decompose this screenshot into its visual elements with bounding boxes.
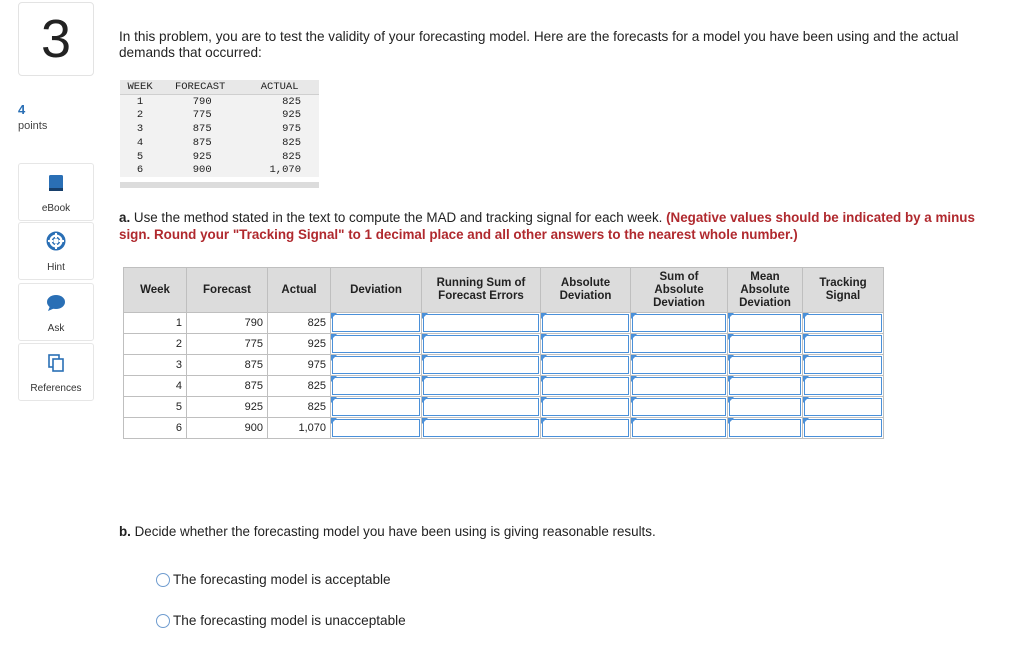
running-sum-input-cell: [422, 334, 541, 355]
answer-row: [124, 313, 884, 334]
mad-input[interactable]: [729, 335, 801, 353]
given-week: 5: [136, 150, 144, 163]
radio-acceptable[interactable]: [156, 573, 170, 587]
running-sum-input-cell: [422, 355, 541, 376]
mad-input-cell: [728, 418, 803, 439]
col-forecast: Forecast: [187, 268, 268, 313]
given-row: [120, 122, 319, 136]
absolute-deviation-input[interactable]: [542, 398, 629, 416]
absolute-deviation-input[interactable]: [542, 335, 629, 353]
mad-input-cell: [728, 376, 803, 397]
radio-unacceptable[interactable]: [156, 614, 170, 628]
answer-forecast: 775: [187, 334, 268, 355]
question-number: 3: [40, 9, 72, 69]
given-week: 4: [136, 136, 144, 149]
running-sum-input-cell: [422, 418, 541, 439]
answer-week: 5: [124, 397, 187, 418]
option-acceptable[interactable]: [156, 572, 391, 587]
mad-input-cell: [728, 355, 803, 376]
deviation-input[interactable]: [332, 314, 420, 332]
deviation-input[interactable]: [332, 356, 420, 374]
answer-week: 6: [124, 418, 187, 439]
part-a-prompt: [119, 209, 999, 243]
running-sum-input-cell: [422, 376, 541, 397]
speech-bubble-icon: [46, 294, 66, 317]
copy-documents-icon: [48, 354, 64, 377]
sum-absolute-deviation-input-cell: [631, 418, 728, 439]
given-actual: 825: [282, 136, 301, 149]
absolute-deviation-input-cell: [541, 355, 631, 376]
answer-actual: 825: [268, 397, 331, 418]
mad-input[interactable]: [729, 419, 801, 437]
absolute-deviation-input-cell: [541, 313, 631, 334]
answer-actual: 825: [268, 313, 331, 334]
answer-row: [124, 397, 884, 418]
col-week: Week: [124, 268, 187, 313]
references-label: References: [30, 383, 82, 394]
mad-input-cell: [728, 313, 803, 334]
sum-absolute-deviation-input-cell: [631, 355, 728, 376]
absolute-deviation-input-cell: [541, 418, 631, 439]
absolute-deviation-input[interactable]: [542, 314, 629, 332]
deviation-input-cell: [331, 313, 422, 334]
col-tracking-signal: Tracking Signal: [803, 268, 884, 313]
tracking-signal-input[interactable]: [804, 419, 882, 437]
answer-forecast: 790: [187, 313, 268, 334]
part-b-text: Decide whether the forecasting model you have been using is giving reasonable results.: [130, 524, 656, 539]
ask-button[interactable]: [18, 283, 94, 341]
answer-week: 3: [124, 355, 187, 376]
given-week: 1: [136, 95, 144, 108]
running-sum-input[interactable]: [423, 377, 539, 395]
answer-forecast: 875: [187, 376, 268, 397]
given-row: [120, 95, 319, 109]
references-button[interactable]: [18, 343, 94, 401]
col-actual: Actual: [268, 268, 331, 313]
given-forecast: 790: [192, 95, 212, 108]
ebook-button[interactable]: [18, 163, 94, 221]
deviation-input[interactable]: [332, 398, 420, 416]
option-acceptable-label: The forecasting model is acceptable: [173, 572, 391, 587]
deviation-input-cell: [331, 355, 422, 376]
mad-input-cell: [728, 397, 803, 418]
tracking-signal-input-cell: [803, 376, 884, 397]
points-info: [18, 102, 47, 132]
tracking-signal-input[interactable]: [804, 356, 882, 374]
tracking-signal-input-cell: [803, 418, 884, 439]
absolute-deviation-input-cell: [541, 334, 631, 355]
points-label: points: [18, 120, 48, 132]
given-forecast: 875: [192, 136, 212, 149]
option-unacceptable[interactable]: [156, 613, 406, 628]
sum-absolute-deviation-input[interactable]: [632, 419, 726, 437]
sum-absolute-deviation-input-cell: [631, 334, 728, 355]
deviation-input[interactable]: [332, 419, 420, 437]
absolute-deviation-input-cell: [541, 376, 631, 397]
part-b-prompt: [119, 524, 656, 539]
given-row: [120, 163, 319, 177]
answer-week: 2: [124, 334, 187, 355]
given-header-week: WEEK: [120, 80, 160, 95]
answer-row: [124, 376, 884, 397]
tracking-signal-input[interactable]: [804, 377, 882, 395]
col-deviation: Deviation: [331, 268, 422, 313]
deviation-input[interactable]: [332, 335, 420, 353]
tracking-signal-input-cell: [803, 334, 884, 355]
tracking-signal-input-cell: [803, 397, 884, 418]
answer-actual: 925: [268, 334, 331, 355]
absolute-deviation-input[interactable]: [542, 377, 629, 395]
answer-week: 4: [124, 376, 187, 397]
running-sum-input-cell: [422, 313, 541, 334]
ebook-label: eBook: [41, 203, 71, 214]
given-week: 2: [136, 109, 144, 122]
sum-absolute-deviation-input[interactable]: [632, 335, 726, 353]
given-row: [120, 108, 319, 122]
given-header-forecast: FORECAST: [160, 80, 240, 95]
mad-input[interactable]: [729, 314, 801, 332]
answer-table: [123, 267, 884, 439]
col-absolute-deviation: Absolute Deviation: [541, 268, 631, 313]
given-actual: 825: [282, 95, 301, 108]
part-a-lead: a.: [119, 210, 131, 225]
col-running-sum: Running Sum of Forecast Errors: [422, 268, 541, 313]
absolute-deviation-input[interactable]: [542, 356, 629, 374]
answer-actual: 975: [268, 355, 331, 376]
tracking-signal-input[interactable]: [804, 314, 882, 332]
sum-absolute-deviation-input[interactable]: [632, 314, 726, 332]
sum-absolute-deviation-input-cell: [631, 313, 728, 334]
given-forecast: 775: [192, 109, 212, 122]
given-row: [120, 136, 319, 150]
answer-forecast: 925: [187, 397, 268, 418]
answer-row: [124, 334, 884, 355]
given-actual: 825: [282, 150, 301, 163]
deviation-input-cell: [331, 376, 422, 397]
deviation-input[interactable]: [332, 377, 420, 395]
tracking-signal-input-cell: [803, 355, 884, 376]
answer-forecast: 875: [187, 355, 268, 376]
deviation-input-cell: [331, 334, 422, 355]
running-sum-input[interactable]: [423, 398, 539, 416]
absolute-deviation-input[interactable]: [542, 419, 629, 437]
col-mad: Mean Absolute Deviation: [728, 268, 803, 313]
sum-absolute-deviation-input-cell: [631, 397, 728, 418]
sum-absolute-deviation-input[interactable]: [632, 356, 726, 374]
answer-forecast: 900: [187, 418, 268, 439]
mad-input-cell: [728, 334, 803, 355]
points-value: 4: [18, 102, 26, 117]
mad-input[interactable]: [729, 377, 801, 395]
given-actual: 1,070: [269, 164, 301, 177]
mad-input[interactable]: [729, 356, 801, 374]
given-data-table: [120, 80, 319, 177]
given-forecast: 900: [192, 164, 212, 177]
running-sum-input[interactable]: [423, 335, 539, 353]
given-week: 3: [136, 122, 144, 135]
tracking-signal-input[interactable]: [804, 335, 882, 353]
mad-input[interactable]: [729, 398, 801, 416]
given-table-scrollbar[interactable]: [120, 182, 319, 188]
part-a-text: Use the method stated in the text to compute the MAD and tracking signal for each week.: [130, 210, 667, 225]
option-unacceptable-label: The forecasting model is unacceptable: [173, 613, 406, 628]
given-forecast: 875: [192, 122, 212, 135]
absolute-deviation-input-cell: [541, 397, 631, 418]
part-b-lead: b.: [119, 524, 131, 539]
hint-label: Hint: [47, 262, 65, 273]
deviation-input-cell: [331, 397, 422, 418]
answer-row: [124, 355, 884, 376]
answer-row: [124, 418, 884, 439]
col-sum-absolute-deviation: Sum of Absolute Deviation: [631, 268, 728, 313]
tracking-signal-input[interactable]: [804, 398, 882, 416]
hint-button[interactable]: [18, 222, 94, 280]
answer-actual: 1,070: [268, 418, 331, 439]
sum-absolute-deviation-input[interactable]: [632, 377, 726, 395]
given-week: 6: [136, 164, 144, 177]
sum-absolute-deviation-input[interactable]: [632, 398, 726, 416]
given-actual: 975: [282, 122, 301, 135]
book-icon: [48, 174, 64, 197]
ask-label: Ask: [47, 323, 65, 334]
answer-week: 1: [124, 313, 187, 334]
sum-absolute-deviation-input-cell: [631, 376, 728, 397]
deviation-input-cell: [331, 418, 422, 439]
problem-intro: In this problem, you are to test the validity of your forecasting model. Here are the forecasts for a model you have been using and the actual demands that occurred:: [119, 29, 959, 60]
part-a-instruction: (Negative values should be indicated by a minus sign. Round your "Tracking Signal" to 1 decimal place and all other answers to the nearest whole number.): [119, 210, 975, 242]
running-sum-input[interactable]: [423, 356, 539, 374]
question-number-box: [18, 2, 94, 76]
given-actual: 925: [282, 109, 301, 122]
lifebuoy-icon: [46, 231, 66, 256]
running-sum-input-cell: [422, 397, 541, 418]
tracking-signal-input-cell: [803, 313, 884, 334]
running-sum-input[interactable]: [423, 314, 539, 332]
given-row: [120, 150, 319, 164]
given-forecast: 925: [192, 150, 212, 163]
answer-actual: 825: [268, 376, 331, 397]
running-sum-input[interactable]: [423, 419, 539, 437]
given-header-actual: ACTUAL: [240, 80, 319, 95]
